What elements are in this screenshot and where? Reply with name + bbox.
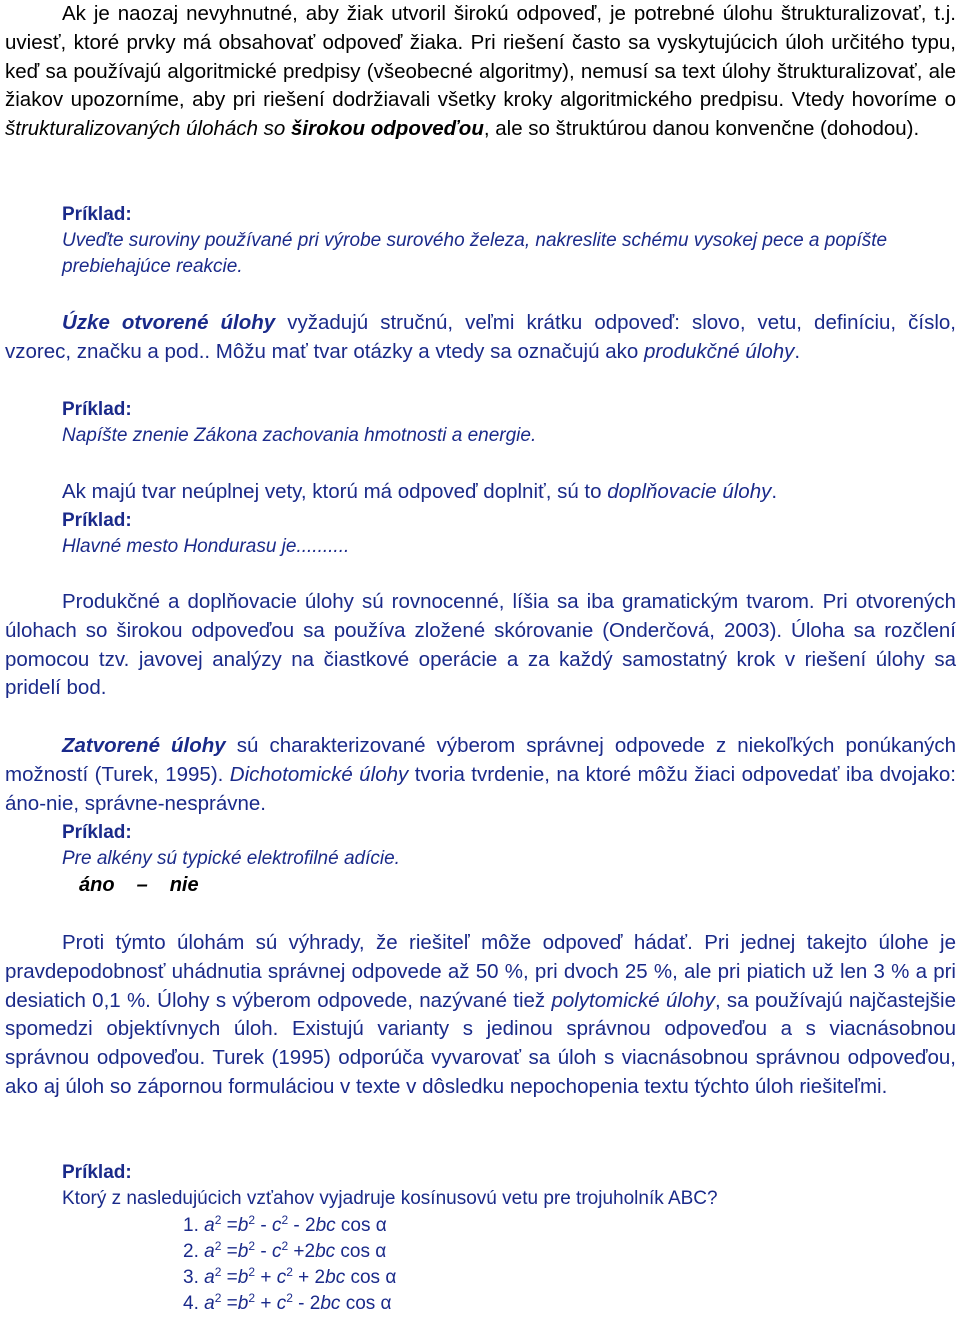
example-text: Hlavné mesto Hondurasu je.......... bbox=[62, 536, 350, 557]
p5-bold-italic: Zatvorené úlohy bbox=[62, 734, 226, 757]
paragraph-closed-tasks bbox=[5, 732, 956, 818]
paragraph-narrow-open-tasks bbox=[5, 309, 956, 367]
p1-bold-italic: širokou odpoveďou bbox=[291, 117, 484, 141]
answer-options-yes-no bbox=[79, 874, 221, 897]
paragraph-completion-tasks bbox=[5, 478, 956, 507]
example-text: Uveďte suroviny používané pri výrobe surového železa, nakreslite schému vysokej pece a popíšte prebiehajúce reakcie. bbox=[62, 230, 888, 277]
option-3: 3. $a^2 =b^2 + c^2 + 2bc$ cos α bbox=[183, 1265, 397, 1288]
p3-italic: doplňovacie úlohy bbox=[607, 480, 772, 503]
p5-text1: sú charakterizované výberom správnej odpovede z niekoľkých ponúkaných možností (Turek, 1995). bbox=[5, 734, 956, 786]
answer-dash: – bbox=[136, 874, 148, 896]
paragraph-equivalence bbox=[5, 588, 956, 703]
paragraph-structured-tasks bbox=[5, 0, 956, 144]
p4-text: Produkčné a doplňovacie úlohy sú rovnocenné, líšia sa iba gramatickým tvarom. Pri otvorených úlohach so širokou odpoveďou sa používa zložené skórovanie (Onderčová, 2003). Úloha sa rozčlení pomocou tzv. javovej analýzy na čiastkové operácie a za každý samostatný krok v riešení úlohy sa pridelí bod. bbox=[5, 590, 956, 700]
p2-text2: . bbox=[794, 339, 801, 363]
p3-text1: Ak majú tvar neúplnej vety, ktorú má odpoveď doplniť, sú to bbox=[62, 480, 608, 503]
p1-italic: štrukturalizovaných úlohách so bbox=[5, 117, 292, 141]
option-1: 1. $a^2 =b^2 - c^2 - 2bc$ cos α bbox=[183, 1213, 387, 1236]
p1-text1: Ak je naozaj nevyhnutné, aby žiak utvoril širokú odpoveď, je potrebné úlohu štrukturalizovať, t.j. uviesť, ktoré prvky má obsahovať odpoveď žiaka. Pri riešení často sa vyskytujúcich úloh určitého typu, keď sa používajú algoritmické predpisy (všeobecné algoritmy), nemusí sa text úlohy štrukturalizovať, ale žiakov upozorníme, aby pri riešení dodržiavali všetky kroky algoritmického predpisu. Vtedy hovoríme o bbox=[5, 2, 956, 112]
example-label: Príklad: bbox=[62, 510, 132, 531]
example-label: Príklad: bbox=[62, 1162, 132, 1183]
p6-text2: , sa používajú najčastejšie spomedzi objektívnych úloh. Existujú varianty s jedinou správnou odpoveďou a s viacnásobnou správnou odpoveďou. Turek (1995) odporúča vyvarovať sa úloh s viacnásobnou správnou odpoveďou, ako aj úloh so zápornou formuláciou v texte v dôsledku nepochopenia textu týchto úloh riešiteľmi. bbox=[5, 988, 956, 1098]
paragraph-objections bbox=[5, 929, 956, 1102]
p6-italic: polytomické úlohy bbox=[551, 988, 715, 1012]
p5-italic: Dichotomické úlohy bbox=[229, 762, 409, 786]
answer-yes: áno bbox=[79, 874, 115, 896]
example-label: Príklad: bbox=[62, 399, 132, 420]
example-text: Pre alkény sú typické elektrofilné adície. bbox=[62, 848, 400, 869]
p1-text2: , ale so štruktúrou danou konvenčne (dohodou). bbox=[483, 117, 920, 141]
example-question: Ktorý z nasledujúcich vzťahov vyjadruje kosínusovú vetu pre trojuholník ABC? bbox=[62, 1188, 718, 1209]
p2-text1: vyžadujú stručnú, veľmi krátku odpoveď: slovo, vetu, definíciu, číslo, vzorec, značku a pod.. Môžu mať tvar otázky a vtedy sa označujú ako bbox=[5, 311, 956, 363]
example-label: Príklad: bbox=[62, 204, 132, 225]
answer-no: nie bbox=[169, 874, 199, 896]
p6-text1: Proti týmto úlohám sú výhrady, že riešiteľ môže odpoveď hádať. Pri jednej takejto úlohe je pravdepodobnosť uhádnutia správnej odpovede až 50 %, pri dvoch 25 %, ale pri piatich už len 3 % a pri desiatich 0,1 %. Úlohy s výberom odpovede, nazývané tiež bbox=[5, 931, 956, 1012]
example-label: Príklad: bbox=[62, 822, 132, 843]
example-text: Napíšte znenie Zákona zachovania hmotnosti a energie. bbox=[62, 425, 537, 446]
p2-bold-italic: Úzke otvorené úlohy bbox=[62, 311, 276, 334]
option-list bbox=[183, 1213, 396, 1317]
option-2: 2. $a^2 =b^2 - c^2 +2bc$ cos α bbox=[183, 1239, 387, 1262]
p2-italic: produkčné úlohy bbox=[643, 339, 795, 363]
p3-text2: . bbox=[771, 480, 778, 503]
option-4: 4. $a^2 =b^2 + c^2 - 2bc$ cos α bbox=[183, 1291, 392, 1314]
p5-text2: tvoria tvrdenie, na ktoré môžu žiaci odpovedať iba dvojako: áno-nie, správne-nesprávne. bbox=[5, 762, 956, 815]
